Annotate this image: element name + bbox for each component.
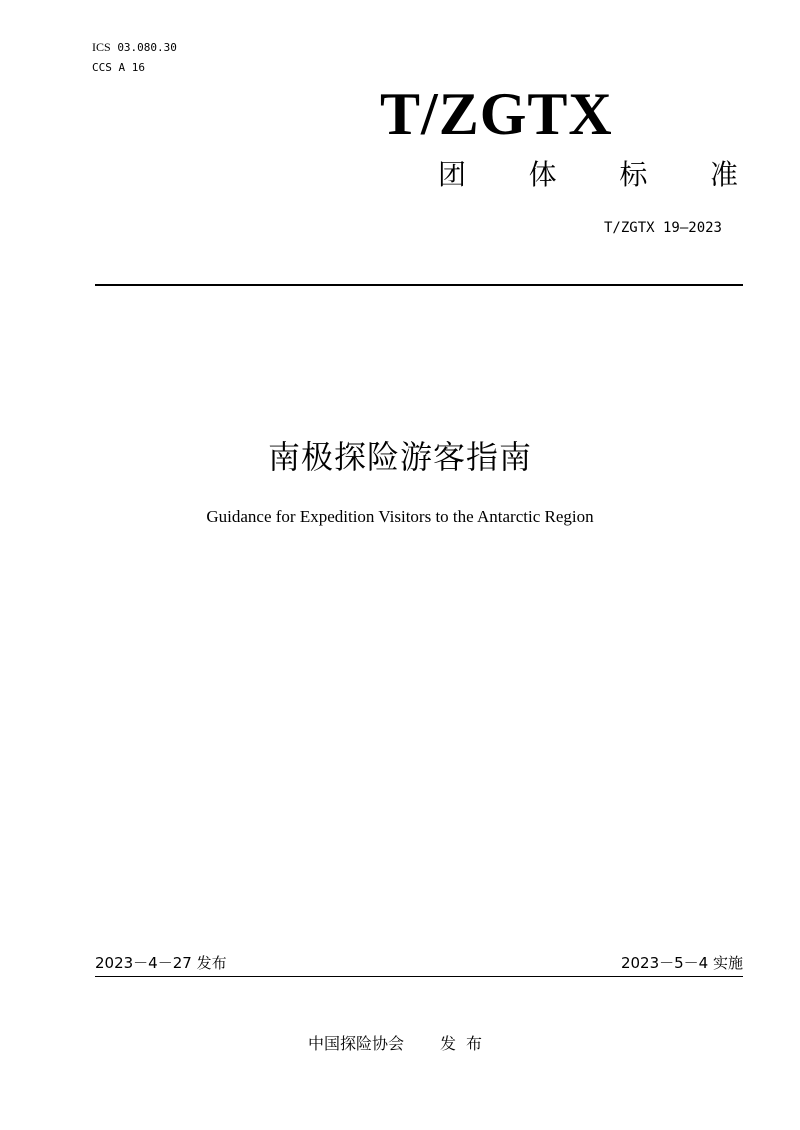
issue-date: 2023－4－27 发布 <box>95 954 227 972</box>
publisher <box>0 1033 800 1055</box>
ccs-code: A 16 <box>118 61 145 74</box>
bottom-divider <box>95 976 743 977</box>
ics-code: 03.080.30 <box>117 41 177 54</box>
top-divider <box>95 284 743 286</box>
standard-type-char: 准 <box>709 158 738 191</box>
implementation-date: 2023－5－4 实施 <box>620 954 743 972</box>
document-title-english: Guidance for Expedition Visitors to the Antarctic Region <box>206 507 594 526</box>
standard-brand: T/ZGTX <box>380 81 613 147</box>
standard-type <box>438 156 738 194</box>
ccs-classification <box>92 61 145 75</box>
document-title-chinese: 南极探险游客指南 <box>267 438 532 476</box>
ccs-label: CCS <box>92 61 112 74</box>
standard-type-char: 标 <box>619 158 648 191</box>
publisher-organization: 中国探险协会 <box>307 1034 404 1053</box>
publisher-verb: 发布 <box>440 1034 493 1053</box>
ics-classification <box>92 40 177 55</box>
standard-type-char: 体 <box>528 158 557 191</box>
standard-number: T/ZGTX 19—2023 <box>603 220 722 236</box>
standard-type-char: 团 <box>438 158 467 191</box>
ics-label: ICS <box>92 40 111 54</box>
